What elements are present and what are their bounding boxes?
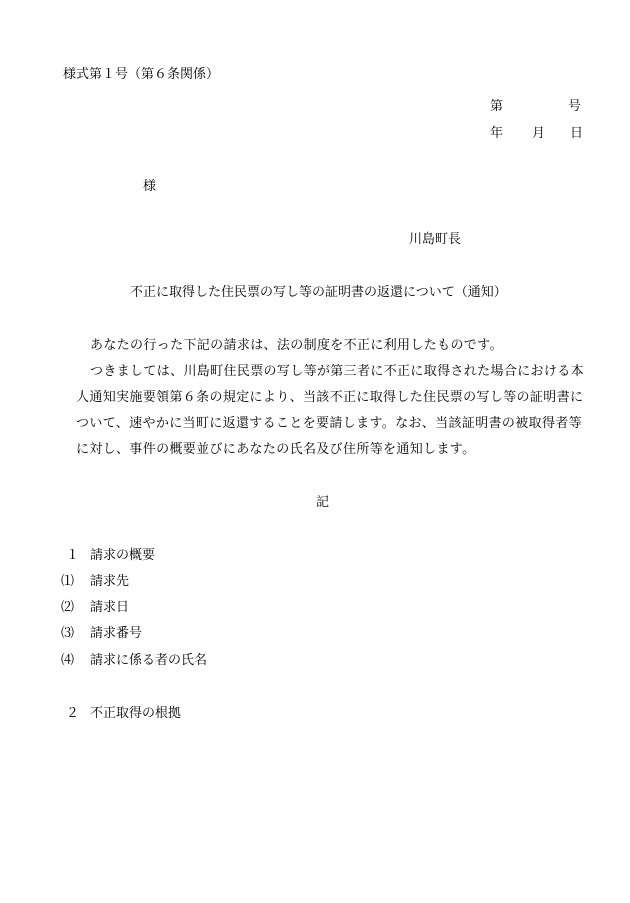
date-year-label: 年 bbox=[490, 126, 504, 141]
body-paragraph-2-line-1: つきましては、川島町住民票の写し等が第三者に不正に取得された場合における本 bbox=[90, 364, 584, 379]
item-3-label: 請求番号 bbox=[90, 626, 143, 641]
item-4-label: 請求に係る者の氏名 bbox=[90, 653, 208, 668]
item-2-label: 請求日 bbox=[90, 600, 130, 615]
section-2-label: 不正取得の根拠 bbox=[90, 706, 182, 721]
document-number-prefix: 第 bbox=[490, 99, 504, 114]
form-label: 様式第１号（第６条関係） bbox=[63, 67, 220, 82]
section-1-number: １ bbox=[66, 548, 80, 563]
sender-name: 川島町長 bbox=[409, 232, 462, 247]
item-3-number: ⑶ bbox=[61, 626, 75, 641]
body-paragraph-1: あなたの行った下記の請求は、法の制度を不正に利用したものです。 bbox=[90, 338, 503, 353]
body-paragraph-2-line-2: 人通知実施要領第６条の規定により、当該不正に取得した住民票の写し等の証明書に bbox=[76, 390, 584, 405]
date-day-label: 日 bbox=[570, 126, 584, 141]
item-1-label: 請求先 bbox=[90, 574, 130, 589]
ki-marker: 記 bbox=[316, 495, 330, 510]
document-title: 不正に取得した住民票の写し等の証明書の返還について（通知） bbox=[130, 285, 507, 300]
body-paragraph-2-line-4: に対し、事件の概要並びにあなたの氏名及び住所等を通知します。 bbox=[76, 442, 476, 457]
recipient-honorific: 様 bbox=[143, 179, 157, 194]
item-2-number: ⑵ bbox=[61, 600, 75, 615]
body-paragraph-2-line-3: ついて、速やかに当町に返還することを要請します。なお、当該証明書の被取得者等 bbox=[76, 416, 583, 431]
item-1-number: ⑴ bbox=[61, 574, 75, 589]
date-month-label: 月 bbox=[532, 126, 546, 141]
section-2-number: ２ bbox=[66, 706, 80, 721]
section-1-label: 請求の概要 bbox=[90, 548, 156, 563]
document-number-suffix: 号 bbox=[568, 99, 582, 114]
item-4-number: ⑷ bbox=[61, 653, 75, 668]
